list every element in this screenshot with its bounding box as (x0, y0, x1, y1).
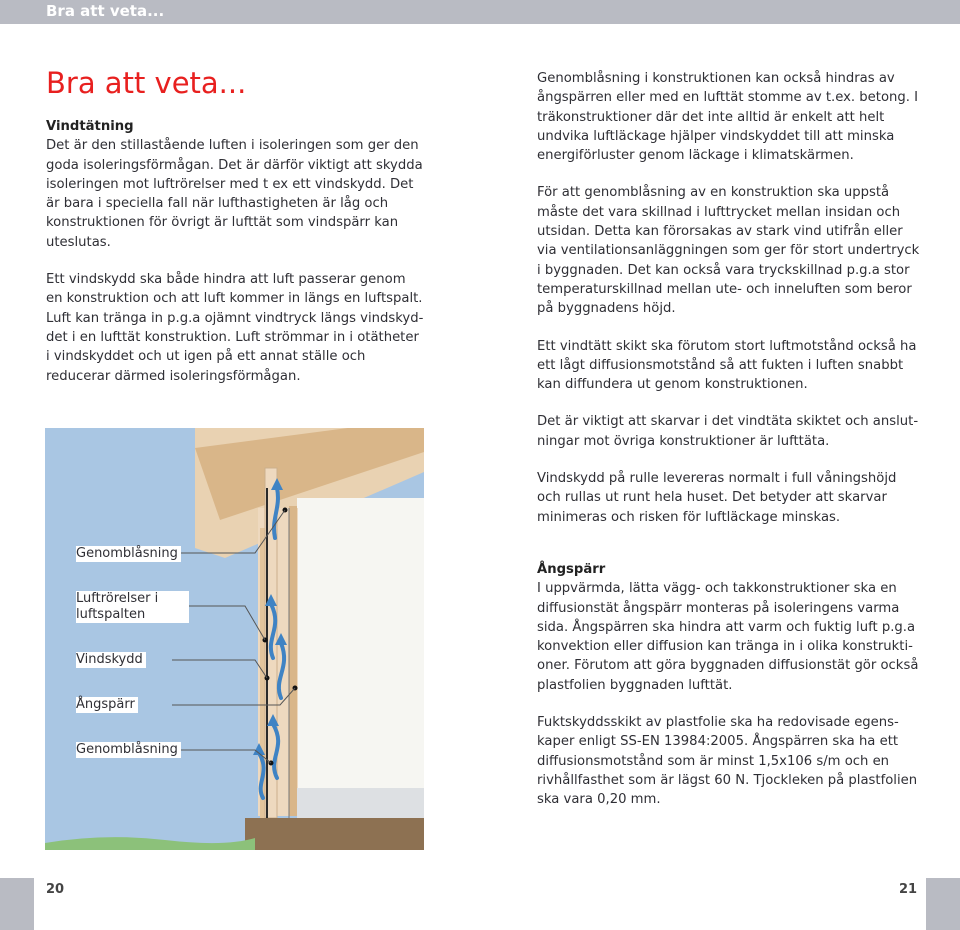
heading-angsparr: Ångspärr (537, 562, 606, 577)
diagram-label-vindskydd: Vindskydd (76, 652, 146, 668)
paragraph: Ett vindskydd ska både hindra att luft passerar genom en konstruktion och att luft kommer in längs en luftspalt. Luft kan tränga in p.g.a ojämnt vindtryck längs vindskyd-det i en lufttät konstruktion. Luft strömmar in i otätheter i vindskyddet och ut igen på ett annat ställe och reducerar därmed isoleringsförmågan. (46, 272, 424, 384)
diagram-label-genomblasning: Genomblåsning (76, 546, 181, 562)
paragraph: Ett vindtätt skikt ska förutom stort luftmotstånd också ha ett lågt diffusionsmotstånd så att fukten i luften snabbt kan diffundera ut genom konstruktionen. (537, 338, 917, 393)
paragraph: Vindskydd på rulle levereras normalt i full våningshöjd och rullas ut runt hela huset. Det betyder att skarvar minimeras och risken för luftläckage minskas. (537, 471, 897, 525)
right-column (537, 69, 922, 545)
page-tab-right (926, 878, 960, 930)
page-number-left: 20 (46, 882, 65, 897)
paragraph: Fuktskyddsskikt av plastfolie ska ha redovisade egens-kaper enligt SS-EN 13984:2005. Ångspärren ska ha ett diffusionsmotstånd som är minst 1,5x106 s/m och en rivhållfasthet som är lägst 60 N. Tjockleken på plastfolien ska vara 0,20 mm. (537, 715, 918, 808)
page-number-right: 21 (899, 882, 918, 897)
diagram-label-genomblasning-2: Genomblåsning (76, 742, 181, 758)
page-title: Bra att veta... (46, 66, 247, 100)
left-column (46, 117, 424, 404)
running-header-bar (0, 0, 960, 24)
diagram-label-angsparr: Ångspärr (76, 697, 138, 713)
diagram-label-luftrorelser: Luftrörelser i luftspalten (76, 591, 189, 623)
paragraph: Det är den stillastående luften i isoleringen som ger den goda isoleringsförmågan. Det är därför viktigt att skydda isoleringen mot luftrörelser med t ex ett vindskydd. Det är bara i speciella fall när lufthastigheten är låg och konstruktionen för övrigt är lufttät som vindspärr kan uteslutas. (46, 138, 423, 250)
right-column-angsparr (537, 560, 922, 828)
paragraph: I uppvärmda, lätta vägg- och takkonstruktioner ska en diffusionstät ångspärr monteras på isoleringens varma sida. Ångspärren ska hindra att varm och fuktig luft p.g.a konvektion eller diffusion kan tränga in i olika konstrukti-oner. Förutom att göra byggnaden diffusionstät gör också plastfolien byggnaden lufttät. (537, 581, 919, 693)
paragraph: För att genomblåsning av en konstruktion ska uppstå måste det vara skillnad i lufttrycket mellan insidan och utsidan. Detta kan förorsakas av stark vind utifrån eller via ventilationsanläggningen som ger för stort undertryck i byggnaden. Det kan också vara tryckskillnad p.g.a stor temperaturskillnad mellan ute- och inneluften som beror på byggnadens höjd. (537, 185, 920, 317)
heading-vindtatning: Vindtätning (46, 119, 134, 134)
ground (245, 818, 424, 850)
floor-slab (297, 788, 424, 818)
page-tab-left (0, 878, 34, 930)
wall-construction-diagram (45, 428, 424, 850)
inner-stud (289, 506, 297, 816)
paragraph: Genomblåsning i konstruktionen kan också hindras av ångspärren eller med en lufttät stomme av t.ex. betong. I träkonstruktioner där det inte alltid är enkelt att helt undvika luftläckage hjälper vindskyddet till att minska energiförluster genom läckage i klimatskärmen. (537, 71, 919, 164)
running-header-title: Bra att veta... (46, 2, 165, 20)
paragraph: Det är viktigt att skarvar i det vindtäta skiktet och anslut-ningar mot övriga konstruktioner är lufttäta. (537, 414, 919, 449)
